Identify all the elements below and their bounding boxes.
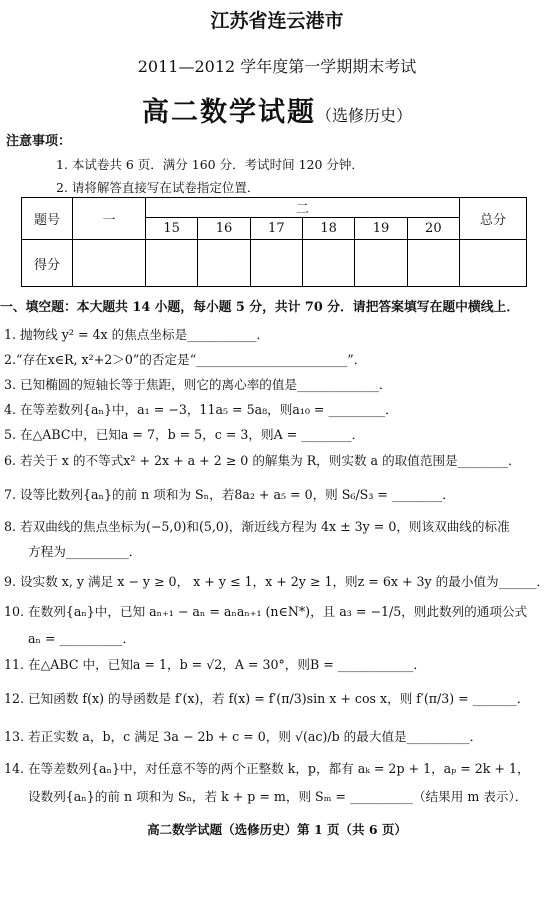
question-number-cell: 18 (302, 218, 354, 240)
score-label: 得分 (22, 240, 73, 287)
score-blank (198, 240, 250, 287)
question-number-cell: 17 (250, 218, 302, 240)
score-blank (146, 240, 198, 287)
question-14-cont: 设数列{aₙ}的前 n 项和为 Sₙ，若 k + p = m，则 Sₘ = __________（结果用 m 表示）． (28, 789, 528, 804)
question-2: 2.“存在x∈R, x²+2＞0”的否定是“________________________”． (4, 352, 367, 367)
question-5: 5. 在△ABC中，已知a = 7，b = 5，c = 3，则A = ________． (4, 427, 365, 442)
question-13: 13. 若正实数 a，b，c 满足 3a − 2b + c = 0，则 √(ac)/b 的最大值是__________． (4, 729, 483, 744)
score-blank (407, 240, 459, 287)
title-subtitle: （选修历史） (315, 106, 412, 125)
question-10: 10. 在数列{aₙ}中，已知 aₙ₊₁ − aₙ = aₙaₙ₊₁ (n∈N*)，且 a₃ = −1/5，则此数列的通项公式 (4, 604, 528, 619)
page-title (0, 90, 554, 129)
question-14: 14. 在等差数列{aₙ}中，对任意不等的两个正整数 k，p，都有 aₖ = 2p + 1，aₚ = 2k + 1， (4, 761, 530, 776)
score-blank (302, 240, 354, 287)
score-blank (355, 240, 407, 287)
question-number-cell: 19 (355, 218, 407, 240)
question-1: 1. 抛物线 y² = 4x 的焦点坐标是___________． (4, 327, 270, 342)
question-number-cell: 20 (407, 218, 459, 240)
page-footer: 高二数学试题（选修历史）第 1 页（共 6 页） (147, 822, 407, 837)
question-10-cont: aₙ = __________． (28, 631, 136, 646)
question-11: 11. 在△ABC 中，已知a = 1，b = √2，A = 30°，则B = ____________． (4, 657, 426, 672)
notes-heading: 注意事项： (6, 134, 72, 149)
score-blank (250, 240, 302, 287)
question-number-cell: 15 (146, 218, 198, 240)
part2-header: 二 (146, 198, 460, 218)
question-4: 4. 在等差数列{aₙ}中，a₁ = −3，11a₅ = 5a₈，则a₁₀ = _________． (4, 402, 398, 417)
question-number-cell: 16 (198, 218, 250, 240)
note-item: 1. 本试卷共 6 页．满分 160 分．考试时间 120 分钟． (56, 157, 364, 172)
question-9: 9. 设实数 x, y 满足 x − y ≥ 0， x + y ≤ 1，x + 2y ≥ 1，则z = 6x + 3y 的最小值为______． (4, 574, 549, 589)
exam-year: 2011—2012 学年度第一学期期末考试 (137, 57, 417, 76)
question-8: 8. 若双曲线的焦点坐标为(−5,0)和(5,0)，渐近线方程为 4x ± 3y = 0，则该双曲线的标准 (4, 519, 510, 534)
score-blank (73, 240, 146, 287)
region-heading: 江苏省连云港市 (210, 10, 344, 32)
question-8-cont: 方程为__________． (28, 544, 142, 559)
total-header: 总分 (460, 198, 527, 240)
question-12: 12. 已知函数 f(x) 的导函数是 f′(x)，若 f(x) = f′(π/3)sin x + cos x，则 f′(π/3) = _______． (4, 691, 530, 706)
score-table (21, 197, 527, 287)
title-text: 高二数学试题 (141, 97, 316, 128)
part1-header: 一 (73, 198, 146, 240)
question-7: 7. 设等比数列{aₙ}的前 n 项和为 Sₙ，若8a₂ + a₅ = 0，则 S₆/S₃ = ________． (4, 487, 455, 502)
qnum-label: 题号 (22, 198, 73, 240)
question-3: 3. 已知椭圆的短轴长等于焦距，则它的离心率的值是_____________． (4, 377, 392, 392)
question-6: 6. 若关于 x 的不等式x² + 2x + a + 2 ≥ 0 的解集为 R，则实数 a 的取值范围是________． (4, 453, 521, 468)
score-blank (460, 240, 527, 287)
section-heading: 一、填空题：本大题共 14 小题，每小题 5 分，共计 70 分．请把答案填写在题中横线上． (0, 300, 520, 315)
note-item: 2. 请将解答直接写在试卷指定位置． (56, 180, 260, 195)
